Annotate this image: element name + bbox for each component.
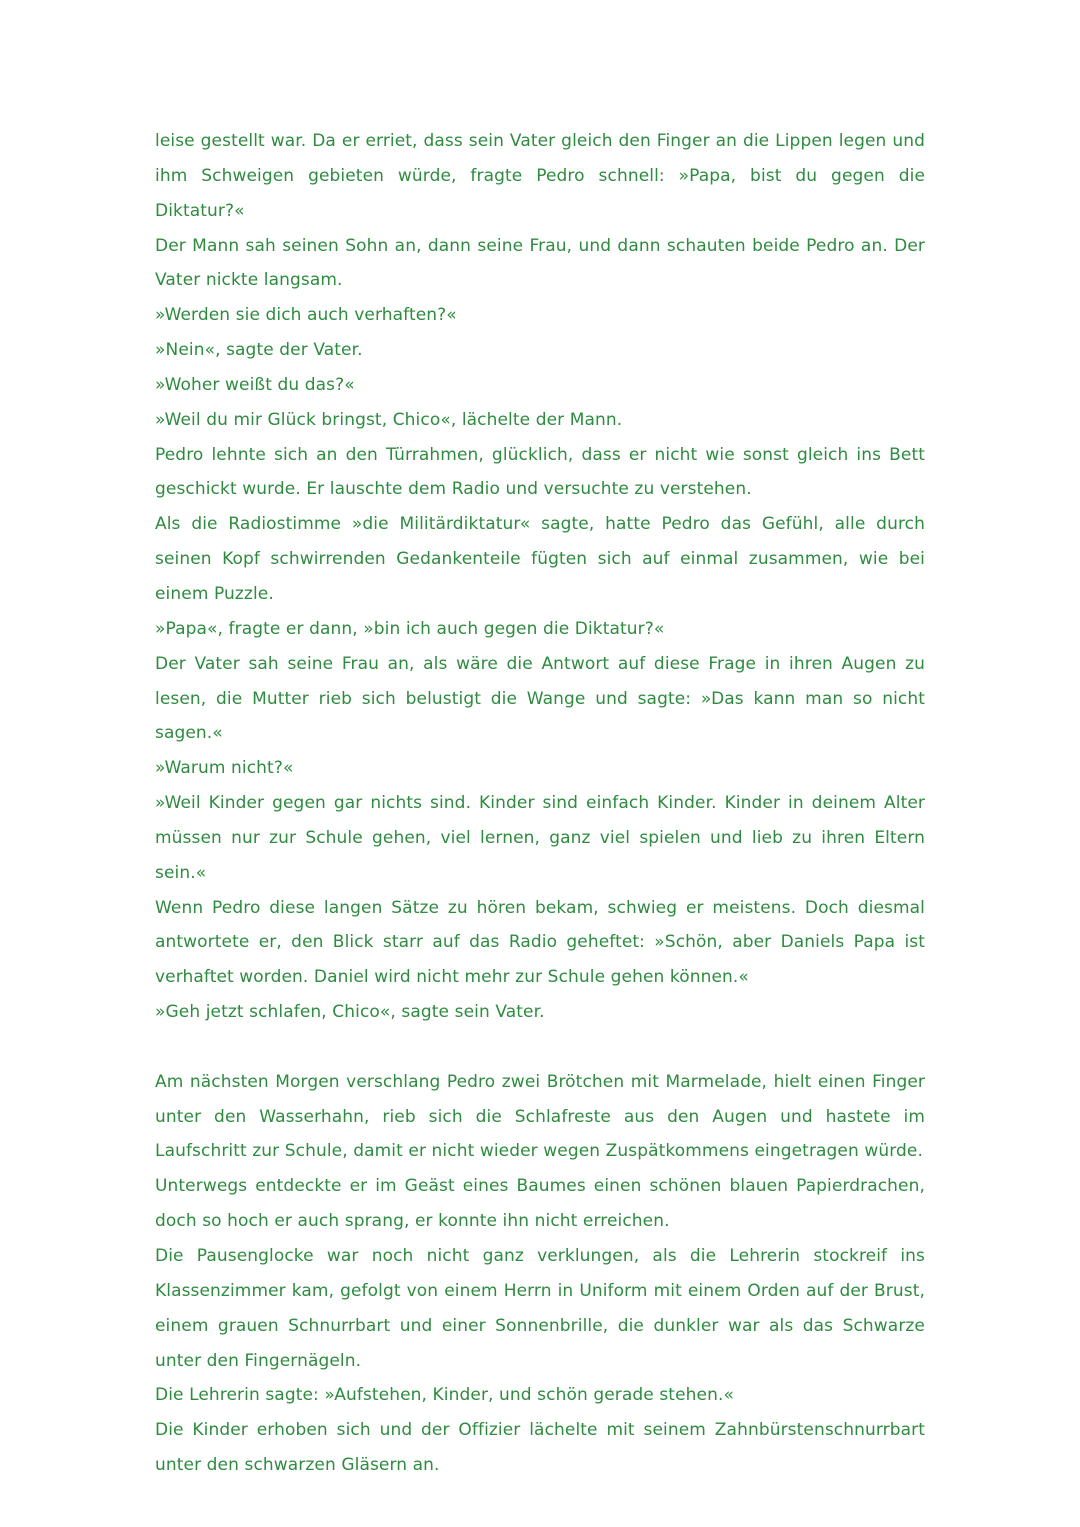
paragraph-19: Die Kinder erhoben sich und der Offizier lächelte mit seinem Zahnbürstenschnurrbart unter den schwarzen Gläsern an. [155, 1420, 925, 1476]
paragraph-8: Als die Radiostimme »die Militärdiktatur« sagte, hatte Pedro das Gefühl, alle durch seinen Kopf schwirrenden Gedankenteile fügten sich auf einmal zusammen, wie bei einem Puzzle. [155, 514, 925, 604]
story-text [155, 124, 925, 1483]
paragraph-1: leise gestellt war. Da er erriet, dass sein Vater gleich den Finger an die Lippen legen und ihm Schweigen gebieten würde, fragte Pedro schnell: »Papa, bist du gegen die Diktatur?« [155, 131, 925, 221]
paragraph-14: »Geh jetzt schlafen, Chico«, sagte sein Vater. [155, 1002, 545, 1023]
paragraph-9: »Papa«, fragte er dann, »bin ich auch gegen die Diktatur?« [155, 618, 665, 639]
paragraph-13: Wenn Pedro diese langen Sätze zu hören bekam, schwieg er meistens. Doch diesmal antwortete er, den Blick starr auf das Radio geheftet: »Schön, aber Daniels Papa ist verhaftet worden. Daniel wird nicht mehr zur Schule gehen können.« [155, 897, 925, 988]
paragraph-17: Die Pausenglocke war noch nicht ganz verklungen, als die Lehrerin stockreif ins Klassenzimmer kam, gefolgt von einem Herrn in Uniform mit einem Orden auf der Brust, einem grauen Schnurrbart und einer Sonnenbrille, die dunkler war als das Schwarze unter den Fingernägeln. [155, 1246, 925, 1371]
paragraph-7: Pedro lehnte sich an den Türrahmen, glücklich, dass er nicht wie sonst gleich ins Bett geschickt wurde. Er lauschte dem Radio und versuchte zu verstehen. [155, 444, 925, 500]
paragraph-10: Der Vater sah seine Frau an, als wäre die Antwort auf diese Frage in ihren Augen zu lesen, die Mutter rieb sich belustigt die Wange und sagte: »Das kann man so nicht sagen.« [155, 653, 925, 744]
paragraph-3: »Werden sie dich auch verhaften?« [155, 305, 457, 326]
paragraph-gap [155, 1030, 925, 1065]
paragraph-5: »Woher weißt du das?« [155, 374, 355, 395]
paragraph-6: »Weil du mir Glück bringst, Chico«, lächelte der Mann. [155, 409, 623, 430]
paragraph-12: »Weil Kinder gegen gar nichts sind. Kinder sind einfach Kinder. Kinder in deinem Alter müssen nur zur Schule gehen, viel lernen, ganz viel spielen und lieb zu ihren Eltern sein.« [155, 793, 925, 883]
paragraph-18: Die Lehrerin sagte: »Aufstehen, Kinder, und schön gerade stehen.« [155, 1385, 734, 1406]
paragraph-4: »Nein«, sagte der Vater. [155, 340, 363, 361]
paragraph-15: Am nächsten Morgen verschlang Pedro zwei Brötchen mit Marmelade, hielt einen Finger unter den Wasserhahn, rieb sich die Schlafreste aus den Augen und hastete im Laufschritt zur Schule, damit er nicht wieder wegen Zuspätkommens eingetragen würde. [155, 1071, 925, 1162]
paragraph-2: Der Mann sah seinen Sohn an, dann seine Frau, und dann schauten beide Pedro an. Der Vater nickte langsam. [155, 235, 925, 291]
paragraph-16: Unterwegs entdeckte er im Geäst eines Baumes einen schönen blauen Papierdrachen, doch so hoch er auch sprang, er konnte ihn nicht erreichen. [155, 1176, 925, 1232]
paragraph-11: »Warum nicht?« [155, 758, 294, 779]
